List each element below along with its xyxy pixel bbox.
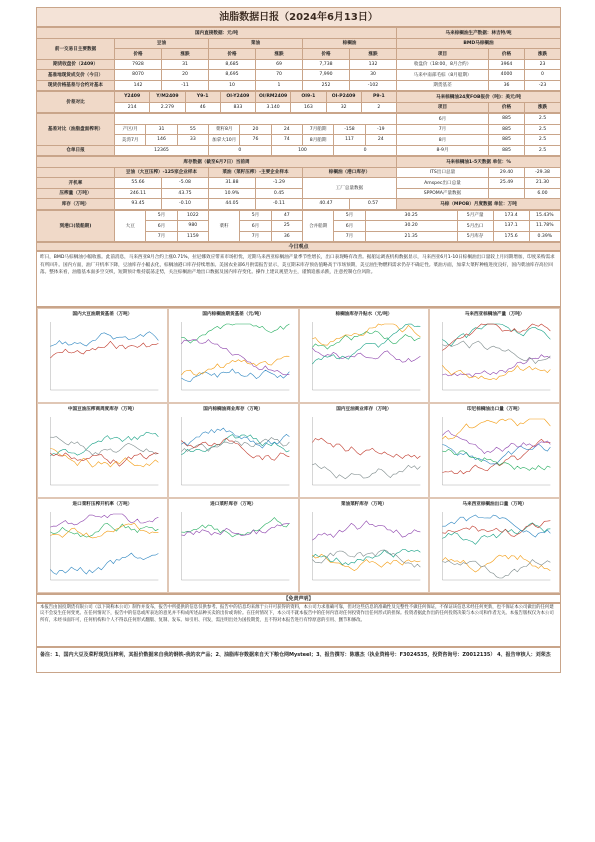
chart-thumbnail (299, 403, 430, 498)
cell: 142 (115, 80, 162, 91)
chart-thumbnail (168, 403, 299, 498)
cell: 163 (291, 102, 326, 113)
sub-change: 涨跌 (162, 49, 209, 60)
cell: 马来中南部毛棕（8月船期） (397, 70, 489, 81)
chart-thumbnail (299, 308, 430, 403)
cell: 175.6 (493, 231, 529, 242)
daily-report-page (36, 7, 561, 673)
chart-series-line (50, 453, 158, 467)
sub-price: 价格 (209, 49, 256, 60)
chart-title: 进口菜籽库存（万吨） (210, 502, 257, 507)
chart-title: 中国豆油压榨商周度库存（万吨） (67, 407, 137, 412)
cell: 23 (525, 59, 561, 70)
chart-axis (50, 322, 158, 390)
spot-row-label: 前一交易日主要数据 (37, 38, 115, 59)
cell: 7928 (115, 59, 162, 70)
cell: 7,738 (303, 59, 350, 70)
cell: 24 (271, 124, 302, 135)
cell: 33 (177, 135, 208, 146)
cell: 70 (256, 70, 303, 81)
chart-series-line (50, 553, 158, 574)
chart-plot (40, 413, 165, 493)
cell: 2.5 (525, 124, 561, 135)
cell: 43.75 (161, 188, 208, 199)
cell: 20 (240, 124, 271, 135)
cell: 5月出口 (457, 221, 493, 232)
chart-series-line (50, 437, 158, 455)
chart-plot (302, 508, 427, 588)
cell: 833 (220, 102, 255, 113)
cell: 6月 (334, 221, 365, 232)
cell: 246.11 (115, 188, 162, 199)
port-note: 工厂总量数据 (302, 178, 396, 199)
cell: -102 (350, 80, 397, 91)
cell: 6月 (397, 114, 489, 125)
chart-axis (312, 512, 420, 580)
cell: 885 (489, 114, 525, 125)
cell: 25.49 (488, 178, 524, 189)
cell: 214 (115, 102, 150, 113)
sub-change: 涨跌 (256, 49, 303, 60)
spot-right-header: 马来棕榈油生产数据：林吉特/吨 (397, 28, 561, 39)
spot-row (37, 80, 561, 91)
cell: 252 (303, 80, 350, 91)
spread-head: P9-1 (361, 92, 396, 103)
spread-head: Y2409 (115, 92, 150, 103)
chart-thumbnail (168, 498, 299, 593)
mpob-header: 马来棕榈油1-5天数据 单位：% (396, 157, 560, 168)
report-title: 油脂数据日报（2024年6月13日） (36, 7, 561, 27)
cell: 146 (146, 135, 177, 146)
cell: 2.279 (150, 102, 185, 113)
chart-axis (181, 512, 289, 580)
chart-series-line (443, 555, 551, 572)
cell: 21.30 (524, 178, 560, 189)
stock-col: 棕榈油（港口库存） (302, 167, 396, 178)
cell: 0 (334, 145, 397, 156)
chart-title: 马来西亚棕榈油出口量（万吨） (462, 502, 527, 507)
cell: ITS出口总量 (396, 167, 488, 178)
basis-table (36, 113, 561, 156)
cell: 24 (365, 135, 396, 146)
cell: Amspec出口总量 (396, 178, 488, 189)
fob-sub: 涨跌 (525, 102, 561, 113)
cell: 5月 (240, 210, 271, 221)
cell: 30 (350, 70, 397, 81)
chart-series-line (443, 431, 551, 454)
cell: 8月 (397, 135, 489, 146)
cell: -1.29 (255, 178, 302, 189)
cell: 0.39% (529, 231, 560, 242)
cell: 7月 (397, 124, 489, 135)
chart-series-line (312, 464, 420, 479)
cell: 5月 (146, 210, 177, 221)
chart-axis (181, 417, 289, 485)
cell: 产区/月 (115, 124, 146, 135)
chart-series-line (312, 348, 420, 362)
warehouse-label: 仓单日报 (37, 145, 115, 156)
cell: 15.43% (529, 210, 560, 221)
cell: -23 (525, 80, 561, 91)
chart-title: 棕榈油库存升贴水（元/吨） (335, 312, 393, 317)
cell: SPPOMA产量数据 (396, 188, 488, 199)
stock-header: 库存数据（截至6月7日）当前周 (37, 157, 397, 168)
chart-plot (432, 318, 557, 398)
chart-thumbnail (37, 403, 168, 498)
cell: 74 (271, 135, 302, 146)
chart-thumbnail (37, 498, 168, 593)
comment-text: 昨日，BMD马棕榈油小幅收涨。此前消息，马来西亚8月合约上涨0.71%，拉尼娜效应带来市场担忧，近期马来西亚棕榈油产量季节性增长，出口表现略有改善。据船运调查机构数据显示，马来西亚6月1-10日棕榈油出口量较上月同期增加，印度采购需求有所回升。国内方面，油厂开机率下降，豆油库存小幅去化，棕榈油港口库存持续增加。美国农业部6月供需报告显示，美豆期末库存预估值略高于市场预期，美豆油生物燃料需求仍存不确定性。菜油方面，加拿大菜籽种植进度良好，国内菜油库存高位回落。整体来看，油脂基本面多空交织，短期预计维持震荡走势，关注棕榈油产地出口数据及国内库存变化。操作上建议观望为主，谨慎追涨杀跌，注意控制仓位风险。 (36, 251, 561, 307)
col-soyoil: 豆油 (115, 38, 209, 49)
cell: 980 (177, 221, 208, 232)
basis-label: 基差对比（油脂盘面榨利） (37, 114, 115, 146)
cell: 885 (489, 135, 525, 146)
cell: 期货基差 (397, 80, 489, 91)
cell: 8,685 (209, 59, 256, 70)
chart-title: 国内豆油商业库存（万吨） (336, 407, 392, 412)
chart-series-line (181, 324, 289, 343)
cell: 10.9% (208, 188, 255, 199)
cell: 6月 (240, 221, 271, 232)
chart-title: 印尼棕榈油出口量（万吨） (467, 407, 523, 412)
chart-series-line (443, 355, 551, 377)
chart-plot (302, 318, 427, 398)
chart-grid (36, 307, 561, 594)
spread-head: Y/M2409 (150, 92, 185, 103)
cell: 1022 (177, 210, 208, 221)
chart-axis (443, 417, 551, 485)
col-rapeoil: 菜油 (209, 38, 303, 49)
chart-series-line (443, 324, 551, 350)
disclaimer-header: 【免责声明】 (36, 594, 561, 603)
cell: 10 (209, 80, 256, 91)
col-palmoil: 棕榈油 (303, 38, 397, 49)
bmd-sub-item: 项目 (397, 49, 489, 60)
cell: 6.00 (524, 188, 560, 199)
row-label: 压榨量（万吨） (37, 188, 115, 199)
spot-row (37, 59, 561, 70)
cell: 收盘价（18:00，8月合约） (397, 59, 489, 70)
cell: 2.5 (525, 135, 561, 146)
chart-plot (171, 318, 296, 398)
chart-series-line (312, 324, 420, 345)
chart-title: 进口菜籽压榨开机率（万吨） (72, 502, 133, 507)
stock-table (36, 156, 561, 210)
chart-plot (302, 413, 427, 493)
fob-sub: 项目 (397, 102, 489, 113)
cell: 7月 (334, 231, 365, 242)
cell: -158 (334, 124, 365, 135)
cell: -0.11 (255, 199, 302, 210)
cell: 885 (489, 124, 525, 135)
sub-change: 涨跌 (350, 49, 397, 60)
cell: 36 (489, 80, 525, 91)
chart-thumbnail (168, 308, 299, 403)
row-label: 开机率 (37, 178, 115, 189)
cell: 11.78% (529, 221, 560, 232)
chart-series-line (312, 438, 420, 458)
chart-plot (40, 508, 165, 588)
chart-plot (171, 413, 296, 493)
cell: 0.45 (255, 188, 302, 199)
cell (488, 188, 524, 199)
cell: 36 (271, 231, 302, 242)
cell: 美湾7月 (115, 135, 146, 146)
spread-table (36, 91, 561, 113)
cell: 菜籽8月 (208, 124, 239, 135)
chart-thumbnail (429, 308, 560, 403)
spread-head: OI9-1 (291, 92, 326, 103)
chart-plot (432, 413, 557, 493)
cell: 885 (489, 145, 525, 156)
cell: -19 (365, 124, 396, 135)
bmd-sub-price: 价格 (489, 49, 525, 60)
soy-label: 大豆 (115, 210, 146, 242)
cell: 8月船期 (302, 135, 333, 146)
cell: 5月产量 (457, 210, 493, 221)
cell: 7月 (146, 231, 177, 242)
chart-plot (40, 318, 165, 398)
cell: 12365 (115, 145, 209, 156)
row-label: 基准地现货成交价（今日） (37, 70, 115, 81)
cell: 2.5 (525, 114, 561, 125)
cell: 55 (177, 124, 208, 135)
cell: 21.35 (365, 231, 457, 242)
cell: 8070 (115, 70, 162, 81)
blank (37, 167, 115, 178)
chart-series-line (181, 435, 289, 455)
fob-header: 马来棕榈油24度FOB报价（吨)：美元/吨 (397, 92, 561, 103)
cell: 8,695 (209, 70, 256, 81)
cell: 3964 (489, 59, 525, 70)
cell: 1159 (177, 231, 208, 242)
cell: 30.25 (365, 210, 457, 221)
cell: 173.4 (493, 210, 529, 221)
chart-series-line (312, 521, 420, 540)
chart-series-line (50, 341, 158, 358)
cell: 8-9月 (397, 145, 489, 156)
cell: 117 (334, 135, 365, 146)
cell: 76 (240, 135, 271, 146)
chart-series-line (443, 449, 551, 470)
chart-title: 国内棕榈油期货基差（元/吨） (202, 312, 264, 317)
cell: 47 (271, 210, 302, 221)
sub-price: 价格 (115, 49, 162, 60)
chart-series-line (443, 560, 551, 578)
cell: 44.05 (208, 199, 255, 210)
mpob-monthly-header: 马棕（MPOB）月度数据 单位：万吨 (396, 199, 560, 210)
chart-series-line (312, 331, 420, 349)
cell: 6月 (146, 221, 177, 232)
row-label: 期货收盘价（2409） (37, 59, 115, 70)
chart-series-line (181, 524, 289, 536)
rape-label: 菜籽 (208, 210, 239, 242)
chart-axis (181, 322, 289, 390)
cell: 32 (326, 102, 361, 113)
fob-sub: 价格 (489, 102, 525, 113)
chart-thumbnail (299, 498, 430, 593)
cell: 40.47 (302, 199, 349, 210)
chart-thumbnail (429, 498, 560, 593)
cell: 25 (271, 221, 302, 232)
chart-series-line (443, 365, 551, 379)
chart-axis (312, 417, 420, 485)
chart-thumbnail (429, 403, 560, 498)
row-label: 库存（万吨） (37, 199, 115, 210)
cell: 100 (271, 145, 334, 156)
cell: 5月库存 (457, 231, 493, 242)
chart-title: 菜油菜籽库存（万吨） (340, 502, 387, 507)
spot-price-table (36, 27, 561, 91)
stock-col: 豆油（大豆压榨）-125家企业样本 (115, 167, 209, 178)
chart-axis (443, 512, 551, 580)
chart-plot (171, 508, 296, 588)
cell: 3.140 (256, 102, 291, 113)
spread-head: OI/RM2409 (256, 92, 291, 103)
chart-series-line (443, 324, 551, 346)
chart-series-line (443, 521, 551, 537)
stock-col: 菜油（菜籽压榨）-主要企业样本 (208, 167, 302, 178)
chart-thumbnail (37, 308, 168, 403)
chart-series-line (443, 515, 551, 537)
spread-head: OI-Y2409 (220, 92, 255, 103)
cell: 0 (208, 145, 271, 156)
chart-series-line (443, 419, 551, 439)
cell: -11 (162, 80, 209, 91)
chart-series-line (312, 550, 420, 567)
shipping-table (36, 210, 561, 243)
cell: 0.57 (349, 199, 396, 210)
cell: 69 (256, 59, 303, 70)
cell: 29.40 (488, 167, 524, 178)
cell: 7月 (240, 231, 271, 242)
bmd-sub-change: 涨跌 (525, 49, 561, 60)
cell: 93.45 (115, 199, 162, 210)
chart-series-line (443, 341, 551, 364)
cell: 4000 (489, 70, 525, 81)
cell: 137.1 (493, 221, 529, 232)
cell: 5月 (334, 210, 365, 221)
chart-series-line (181, 518, 289, 537)
cell: 加拿大10月 (208, 135, 239, 146)
cell: 1 (256, 80, 303, 91)
spread-head: OI-P2409 (326, 92, 361, 103)
chart-plot (432, 508, 557, 588)
cell: 31 (146, 124, 177, 135)
chart-series-line (181, 340, 289, 375)
cell: 2 (361, 102, 396, 113)
footer-note: 备注：1、国内大豆及菜籽现货压榨利，其报价数据来自我的钢铁-我的农产品；2、油脂库存数据来自天下粮仓网Mysteel；3、报告撰写：陈惠杰（执业资格号：F3024535，投资咨询号：Z0012135） 4、报告审核人：刘荣杰 (36, 647, 561, 673)
spot-row (37, 70, 561, 81)
palm-label: 合并船期 (302, 210, 333, 242)
chart-series-line (443, 523, 551, 545)
disclaimer-text: 本报告由国投期货有限公司（以下简称本公司）制作并发布，报告中所提供的信息仅供参考。报告中的信息均来源于公开可获得的资料，本公司力求准确可靠，但对这些信息的准确性及完整性不做任何保证，不保证该信息未经任何更新，也不保证本公司做出的任何建议不会发生任何变更。在任何情况下，报告中的信息或所表达的意见并不构成所述品种买卖的出价或询价。在任何情况下，本公司不就本报告中的任何内容对任何投资作出任何形式的担保。投资者据此作出的任何投资决策与本公司和作者无关。本报告版权仅为本公司所有，未经书面许可，任何机构和个人不得以任何形式翻版、复制、发布。如引用、刊发，需注明出处为国投期货，且不得对本报告进行有悖原意的引用、删节和修改。 (36, 603, 561, 647)
cell: 31 (162, 59, 209, 70)
cell: 30.20 (365, 221, 457, 232)
spread-head: Y9-1 (185, 92, 220, 103)
chart-title: 马来西亚棕榈油产量（万吨） (464, 312, 525, 317)
chart-series-line (50, 514, 158, 527)
cell: 20 (162, 70, 209, 81)
basis-spacer (115, 114, 397, 125)
cell: -29.38 (524, 167, 560, 178)
sub-price: 价格 (303, 49, 350, 60)
cell: 2.5 (525, 145, 561, 156)
row-label: 现货价格基差与合约对基本 (37, 80, 115, 91)
spot-left-header: 国内直接数据：元/吨 (37, 28, 397, 39)
cell: -5.08 (161, 178, 208, 189)
chart-title: 国内棕榈油商业库存（万吨） (203, 407, 263, 412)
cell: 0 (525, 70, 561, 81)
cell: 7,990 (303, 70, 350, 81)
chart-title: 国内大豆油期货基差（万吨） (72, 312, 133, 317)
bmd-header: BMD马棕榈油 (397, 38, 561, 49)
cell: 46 (185, 102, 220, 113)
cell: -0.10 (161, 199, 208, 210)
spread-label: 价差对比 (37, 92, 115, 113)
cell: 132 (350, 59, 397, 70)
ship-label: 到港口(装船期) (37, 210, 115, 242)
cell: 7月船期 (302, 124, 333, 135)
comment-header: 今日观点 (36, 242, 561, 251)
cell: 31.88 (208, 178, 255, 189)
cell: 55.66 (115, 178, 162, 189)
